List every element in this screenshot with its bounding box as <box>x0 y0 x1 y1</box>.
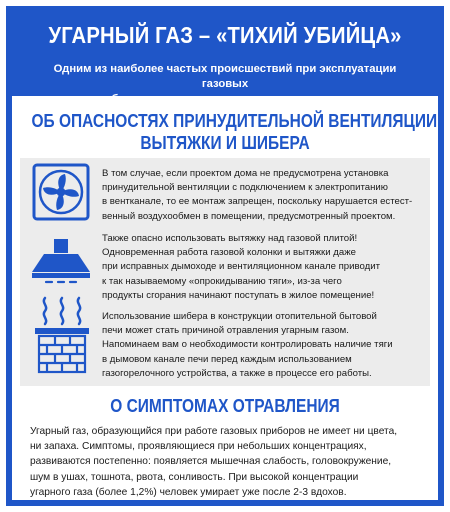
text-line: газогорелочного устройства, а также в процессе его работы. <box>102 367 372 379</box>
text-line: угарного газа (более 1,2%) человек умирает уже после 2-3 вдохов. <box>30 486 347 498</box>
damper-paragraph <box>102 310 393 381</box>
text-line: Напоминаем вам о необходимости контролировать наличие тяги <box>102 339 393 351</box>
text-line: шум в ушах, тошнота, рвота, сонливость. При высокой концентрации <box>30 471 359 483</box>
subtitle-line: Одним из наиболее частых происшествий при эксплуатации газовых <box>53 63 397 90</box>
text-line: принудительной вентиляции с подключением к электропитанию <box>102 182 388 194</box>
text-line: Одновременная работа газовой колонки и вытяжки даже <box>102 247 356 259</box>
text-line: Использование шибера в конструкции отопительной бытовой <box>102 311 377 322</box>
text-line: к так называемому «опрокидыванию тяги», из-за чего <box>102 275 342 287</box>
text-line: в вентканале, то ее монтаж запрещен, поскольку нарушается естест- <box>102 196 413 208</box>
text-line: в дымовом канале печи перед каждым использованием <box>102 353 352 365</box>
heading-line: ВЫТЯЖКИ И ШИБЕРА <box>140 133 310 153</box>
text-line: В том случае, если проектом дома не предусмотрена установка <box>102 168 389 179</box>
brick-chimney-icon <box>33 296 91 379</box>
section-heading-dangers <box>31 110 442 154</box>
page-title: УГАРНЫЙ ГАЗ – «ТИХИЙ УБИЙЦА» <box>48 22 402 48</box>
text-line: продукты сгорания начинают поступать в жилое помещение! <box>102 289 375 301</box>
header-banner <box>6 6 444 96</box>
hood-paragraph <box>102 232 380 303</box>
text-line: Угарный газ, образующийся при работе газовых приборов не имеет ни цвета, <box>30 426 398 437</box>
text-line: при исправных дымоходе и вентиляционном канале приводит <box>102 261 380 273</box>
symptoms-paragraph <box>30 424 420 500</box>
heading-line: ОБ ОПАСНОСТЯХ ПРИНУДИТЕЛЬНОЙ ВЕНТИЛЯЦИИ, <box>31 111 442 131</box>
text-line: Также опасно использовать вытяжку над газовой плитой! <box>102 233 358 244</box>
text-line: развиваются постепенно: появляется мышечная слабость, головокружение, <box>30 456 392 468</box>
text-line: ни запаха. Симптомы, проявляющиеся при небольших концентрациях, <box>30 441 367 453</box>
section-heading-symptoms: О СИМПТОМАХ ОТРАВЛЕНИЯ <box>110 396 340 416</box>
vent-paragraph <box>102 167 412 224</box>
ventilation-fan-icon <box>32 163 90 226</box>
text-line: венный воздухообмен в помещении, предусмотренный проектом. <box>102 210 396 222</box>
kitchen-hood-icon <box>30 238 92 293</box>
text-line: печи может стать причиной отравления угарным газом. <box>102 325 349 337</box>
